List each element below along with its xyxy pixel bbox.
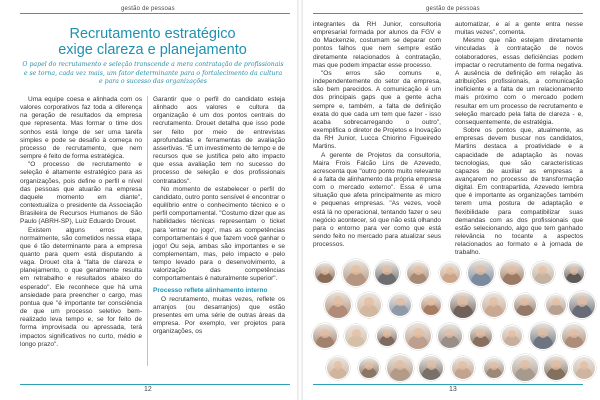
portrait-photo	[561, 323, 587, 349]
portrait-photo	[404, 322, 432, 350]
portrait-photo	[386, 354, 414, 382]
page-number: 12	[144, 386, 152, 393]
portrait-photo	[418, 355, 444, 381]
right-column-2	[455, 21, 583, 258]
header-rule	[20, 13, 290, 14]
footer-rule	[313, 384, 583, 385]
portrait-photo	[483, 357, 505, 379]
paragraph: Mesmo que não estejam diretamente vinculadas à contratação de novos colaboradores, essas deficiências podem impactar o recrutamento de forma negativa. A ausência de definição em relação às atribuições profissionais, a comunicação ineficiente e a falta de um relacionamento mais próximo com o mercado podem resultar em um processo de recrutamento e seleção marcado pela falta de clareza - e, consequentemente, de estratégia.	[455, 37, 583, 126]
column-divider	[147, 96, 148, 366]
portrait-photo	[437, 323, 463, 349]
portrait-photo	[545, 294, 567, 316]
portrait-photo	[326, 356, 350, 380]
portrait-photo	[499, 260, 525, 286]
portrait-photo	[501, 325, 523, 347]
left-column-1	[20, 96, 142, 349]
paragraph: integrantes da RH Junior, consultoria empresarial formada por alunos da FGV e do Mackenzie, costumam se deparar com pontos falhos que nem sempre estão diretamente relacionados à contratação, mas que podem impactar esse processo.	[313, 21, 441, 69]
portrait-collage	[311, 257, 596, 384]
portrait-photo	[449, 291, 477, 319]
portrait-photo	[563, 262, 585, 284]
portrait-photo	[376, 325, 398, 347]
portrait-photo	[374, 260, 400, 286]
portrait-photo	[358, 357, 380, 379]
portrait-photo	[356, 292, 382, 318]
portrait-photo	[420, 294, 442, 316]
portrait-photo	[513, 293, 537, 317]
right-page	[303, 0, 600, 400]
paragraph: "O processo de recrutamento e seleção é altamente estratégico para as organizações, pois define o perfil e nível das pessoas que atuarão na empresa daquele momento em diante", contextualiza o presidente da Associação Brasileira de Recursos Humanos de São Paulo (ABRH-SP), Luiz Eduardo Drouet.	[20, 161, 142, 226]
portrait-photo	[529, 322, 557, 350]
portrait-photo	[543, 355, 569, 381]
portrait-photo	[342, 259, 370, 287]
portrait-photo	[406, 261, 430, 285]
article-lead: O papel do recrutamento e seleção transcende a mera contratação de profissionais e se torna, cada vez mais, um fator determinante para o fortalecimento da cultura e para o sucesso das organizações	[22, 61, 284, 86]
left-column-2	[153, 96, 285, 337]
paragraph: "Os erros são comuns e, independentemente do setor da empresa, são bem parecidos. A comunicação é um dos principais gaps que a gente acha sempre e, também, a falta de definição exata do que cada um tem que fazer - isso acaba sobrecarregando o outro", exemplifica o diretor de Projetos e Inovação da RH Junior, Lucca Chiorino Figueiredo Martins.	[313, 69, 441, 151]
page-number: 13	[449, 386, 457, 393]
portrait-photo	[344, 324, 368, 348]
paragraph: Uma equipe coesa e alinhada com os valores corporativos faz toda a diferença na geração de resultados da empresa que representa. Mas formar o time dos sonhos está longe de ser uma tarefa simples e pode se desafio à começa no processo de recrutamento, que nem sempre é feito de forma estratégica.	[20, 96, 142, 161]
portrait-photo	[439, 262, 461, 284]
subheading: Processo reflete alinhamento interno	[153, 286, 268, 294]
paragraph: Garantir que o perfil do candidato esteja alinhado aos valores e cultura da organização é um dos pontos centrais do recrutamento. Drouet detalha que isso pode ser feito por meio de entrevistas aprofundadas e ferramentas de avaliação assertivas. "É um investimento de tempo e de recursos que se justifica pelo alto impacto que essa avaliação tem no sucesso do processo de seleção e dos profissionais contratados".	[153, 96, 286, 185]
article-title: Recrutamento estratégico	[69, 26, 236, 42]
paragraph: A gerente de Projetos da consultoria, Maira Frois Falcão Lins de Azevedo, acrescenta que "outro ponto muito relevante é a falta de alinhamento da própria empresa com o mercado externo". Essa é uma situação que afeta principalmente as micro e pequenas empresas. "As vezes, você está lá no operacional, tentando fazer o seu negócio acontecer, só que não está olhando para o entorno para ver como que está sendo feito no mercado para atualizar seus processos.	[313, 151, 441, 249]
paragraph: automatizar, e aí a gente entra nesse muitas vezes", comenta.	[455, 21, 583, 37]
paragraph: O recrutamento, muitas vezes, reflete os arranjos (ou desarranjos) que estão presentes em uma série de outras áreas da empresa. Por exemplo, ver projetos para organizações, os	[153, 295, 285, 336]
portrait-photo	[568, 291, 596, 319]
portrait-photo	[469, 324, 493, 348]
portrait-photo	[531, 261, 555, 285]
paragraph: Sobre os pontos que, atualmente, as empresas devem buscar nos candidatos, Martins destaca a proatividade e a capacidade de adaptação às novas tecnologias, que são características capazes de auxiliar as empresas a avançarem no processo de transformação digital. Em contrapartida, Azevedo lembra que é importante as organizações também terem uma postura de adaptação e flexibilidade para compatibilizar suas demandas com as dos profissionais que estão selecionando, algo que tem ganhado relevância no tocante a aspectos relacionados ao formato e à jornada de trabalho.	[455, 127, 583, 257]
section-label: gestão de pessoas	[426, 6, 480, 12]
article-title-line2: exige clareza e planejamento	[58, 42, 247, 58]
portrait-photo	[511, 354, 539, 382]
section-label: gestão de pessoas	[121, 6, 175, 12]
footer-rule	[20, 384, 290, 385]
portrait-photo	[467, 259, 495, 287]
portrait-photo	[572, 356, 596, 380]
left-page	[0, 0, 297, 400]
portrait-photo	[451, 356, 475, 380]
portrait-photo	[481, 292, 507, 318]
paragraph: No momento de estabelecer o perfil do candidato, outro ponto sensível é encontrar o equilíbrio entre o conhecimento técnico e o perfil comportamental. "Costumo dizer que as habilidades técnicas representam o ticket para 'entrar no jogo', mas as competências comportamentais é que fazem você ganhar o jogo! Ou seja, ambas são importantes e se complementam, mas, pelo impacto e pelo tempo levado para o desenvolvimento, a valorização das competências comportamentais é naturalmente superior".	[153, 185, 285, 283]
portrait-photo	[388, 293, 412, 317]
paragraph: Existem alguns erros que, normalmente, são cometidos nessa etapa que é tão determinante para a empresa quanto para quem está disputando a vaga. Drouet cita à "falta de clareza e planejamento, o que geralmente resulta em retrabalho e resultados abaixo do esperado". Ele reconhece que há uma ansiedade para preencher o cargo, mas pontua que "é importante ter consciência de que um processo seletivo bem-realizado leva tempo e, se for feito de forma improvisada ou apressada, terá impactos significativos no curto, médio e longo prazo".	[20, 226, 142, 348]
right-column-1	[313, 21, 441, 249]
portrait-photo	[324, 291, 352, 319]
header-rule	[313, 13, 583, 14]
portrait-photo	[314, 262, 336, 284]
portrait-photo	[312, 323, 338, 349]
